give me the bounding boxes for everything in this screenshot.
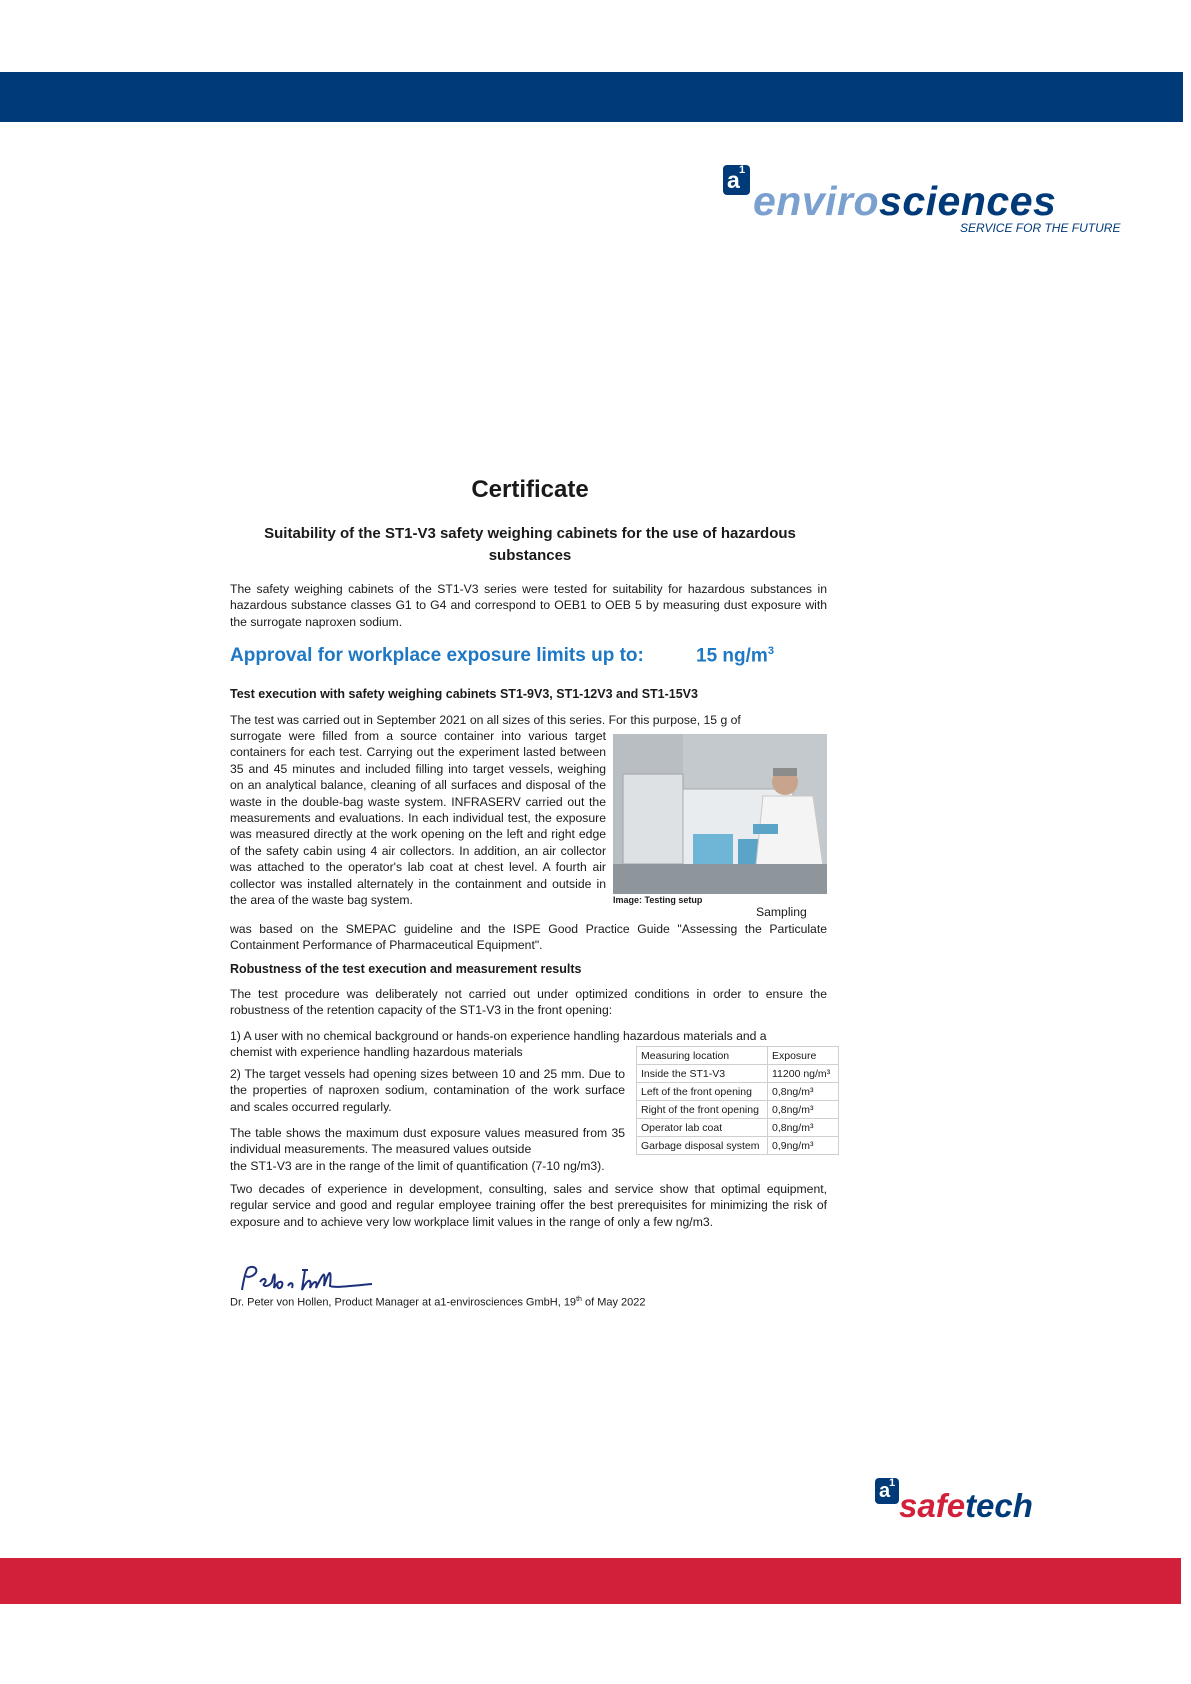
table-row xyxy=(637,1065,839,1083)
a1-logo-mark: a 1 xyxy=(875,1478,899,1504)
table-cell: 0,8ng/m³ xyxy=(768,1083,839,1101)
table-cell: Garbage disposal system xyxy=(637,1137,768,1155)
testing-setup-photo xyxy=(613,734,827,894)
top-color-band xyxy=(0,72,1183,122)
safetech-logo xyxy=(875,1478,1095,1528)
table-note-paragraph-end: the ST1-V3 are in the range of the limit of quantification (7-10 ng/m3). xyxy=(230,1159,605,1173)
table-row xyxy=(637,1083,839,1101)
table-row xyxy=(637,1119,839,1137)
handwritten-signature xyxy=(238,1258,378,1298)
a1-logo-mark: a 1 xyxy=(723,165,750,195)
safetech-wordmark: safetech xyxy=(899,1487,1033,1524)
envirosciences-wordmark: envirosciences xyxy=(753,178,1057,224)
page-subtitle: Suitability of the ST1-V3 safety weighing cabinets for the use of hazardous substances xyxy=(264,525,796,564)
robustness-intro: The test procedure was deliberately not carried out under optimized conditions in order to ensure the robustness of the retention capacity of the ST1-V3 in the front opening: xyxy=(230,987,827,1018)
intro-paragraph: The safety weighing cabinets of the ST1-V3 series were tested for suitability for hazardous substances in hazardous substance classes G1 to G4 and correspond to OEB1 to OEB 5 by measuring dust exposure with the surrogate naproxen sodium. xyxy=(230,582,827,629)
test-paragraph-line1: The test was carried out in September 2021 on all sizes of this series. For this purpose, 15 g of xyxy=(230,713,741,727)
closing-paragraph: Two decades of experience in development, consulting, sales and service show that optimal equipment, regular service and good and regular employee training offer the best prerequisites for minimizing the risk of exposure and to achieve very low workplace limit values in the range of only a few ng/m3. xyxy=(230,1182,827,1229)
table-row xyxy=(637,1137,839,1155)
point-two-paragraph: 2) The target vessels had opening sizes between 10 and 25 mm. Due to the properties of naproxen sodium, contamination of the work surface and scales occurred regularly. xyxy=(230,1067,625,1114)
robustness-heading: Robustness of the test execution and measurement results xyxy=(230,962,582,976)
table-cell: 0,8ng/m³ xyxy=(768,1119,839,1137)
sampling-word: Sampling xyxy=(756,905,807,919)
point-one-line2: chemist with experience handling hazardous materials xyxy=(230,1045,523,1059)
table-header-cell: Measuring location xyxy=(637,1047,768,1065)
bottom-color-band xyxy=(0,1558,1181,1604)
test-execution-heading: Test execution with safety weighing cabinets ST1-9V3, ST1-12V3 and ST1-15V3 xyxy=(230,687,698,701)
table-header-row xyxy=(637,1047,839,1065)
photo-caption: Image: Testing setup xyxy=(613,895,703,905)
test-paragraph-tail: was based on the SMEPAC guideline and the ISPE Good Practice Guide "Assessing the Particulate Containment Performance of Pharmaceutical Equipment". xyxy=(230,922,827,953)
approval-label: Approval for workplace exposure limits up to: xyxy=(230,645,644,666)
table-cell: Left of the front opening xyxy=(637,1083,768,1101)
table-cell: 11200 ng/m³ xyxy=(768,1065,839,1083)
logo-tagline: SERVICE FOR THE FUTURE xyxy=(960,221,1121,235)
point-one-line1: 1) A user with no chemical background or hands-on experience handling hazardous materials and a xyxy=(230,1029,767,1043)
envirosciences-logo xyxy=(723,165,1123,245)
table-cell: 0,9ng/m³ xyxy=(768,1137,839,1155)
signature-caption: Dr. Peter von Hollen, Product Manager at a1-envirosciences GmbH, 19th of May 2022 xyxy=(230,1296,646,1309)
table-cell: Operator lab coat xyxy=(637,1119,768,1137)
page-title: Certificate xyxy=(471,476,589,503)
table-cell: Inside the ST1-V3 xyxy=(637,1065,768,1083)
table-cell: Right of the front opening xyxy=(637,1101,768,1119)
test-paragraph-wrapped: surrogate were filled from a source container into various target containers for each test. Carrying out the experiment lasted between 35 and 45 minutes and included filling into target vessels, weighing on an analytical balance, cleaning of all surfaces and disposal of the waste in the double-bag waste system. INFRASERV carried out the measurements and evaluations. In each individual test, the exposure was measured directly at the work opening on the left and right edge of the safety cabin using 4 air collectors. In addition, an air collector was attached to the operator's lab coat at chest level. A fourth air collector was installed alternately in the containment and outside in the area of the waste bag system. xyxy=(230,729,606,908)
table-row xyxy=(637,1101,839,1119)
table-note-paragraph: The table shows the maximum dust exposure values measured from 35 individual measurements. The measured values outside xyxy=(230,1126,625,1157)
table-cell: 0,8ng/m³ xyxy=(768,1101,839,1119)
exposure-table xyxy=(636,1046,839,1155)
lab-scene-illustration xyxy=(613,734,827,894)
table-header-cell: Exposure xyxy=(768,1047,839,1065)
approval-value: 15 $ng/m^3$ xyxy=(696,645,774,667)
